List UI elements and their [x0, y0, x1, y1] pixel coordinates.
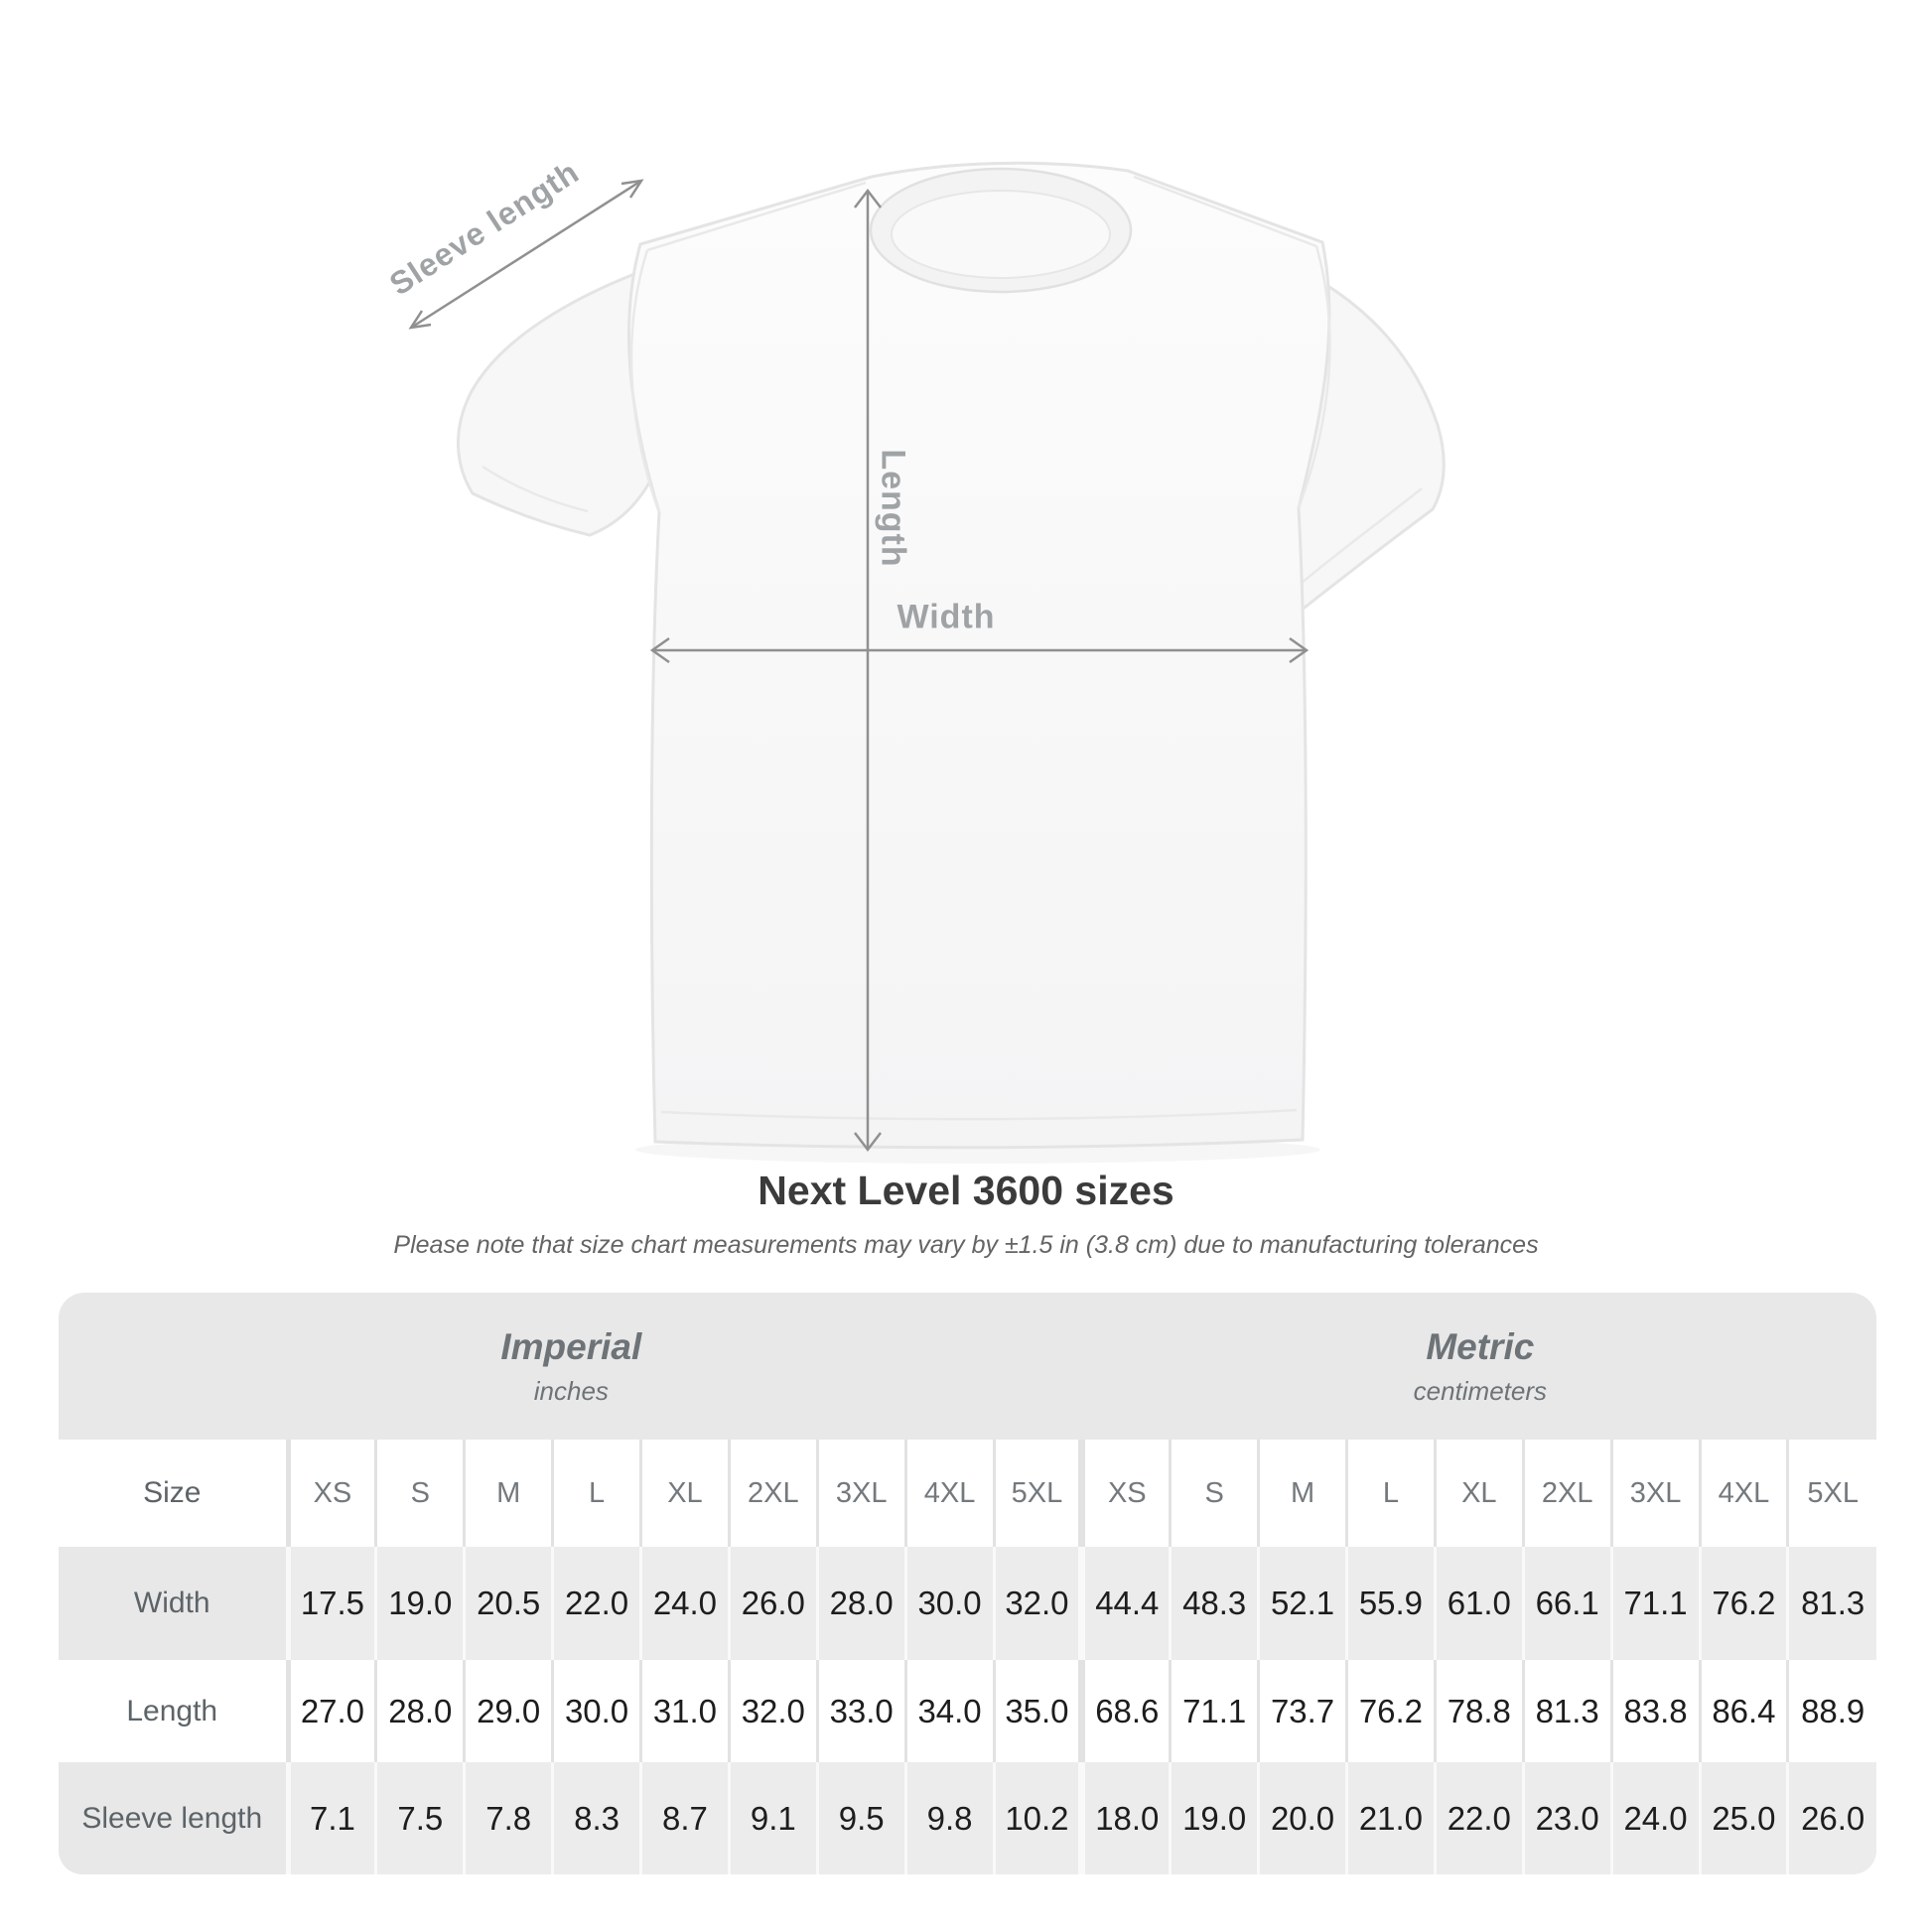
metric-value-cell: 73.7 [1259, 1660, 1347, 1762]
row-label: Sleeve length [59, 1762, 288, 1874]
imperial-value-cell: 7.5 [376, 1762, 465, 1874]
metric-value-cell: 71.1 [1171, 1660, 1259, 1762]
imperial-unit: inches [533, 1375, 609, 1406]
imperial-value-cell: 35.0 [994, 1660, 1082, 1762]
imperial-value-cell: 27.0 [288, 1660, 376, 1762]
imperial-size-col-header: L [553, 1440, 641, 1547]
metric-value-cell: 20.0 [1259, 1762, 1347, 1874]
imperial-value-cell: 32.0 [994, 1547, 1082, 1660]
metric-value-cell: 18.0 [1082, 1762, 1171, 1874]
metric-size-col-header: 2XL [1523, 1440, 1611, 1547]
metric-value-cell: 81.3 [1788, 1547, 1876, 1660]
metric-value-cell: 81.3 [1523, 1660, 1611, 1762]
metric-value-cell: 83.8 [1611, 1660, 1700, 1762]
sleeve-length-label: Sleeve length [382, 153, 586, 303]
row-label: Length [126, 1694, 218, 1727]
metric-unit: centimeters [1413, 1375, 1548, 1406]
imperial-section-header [59, 1293, 1084, 1440]
size-chart-panel [59, 1293, 1876, 1874]
metric-title: Metric [1426, 1325, 1535, 1367]
imperial-value-cell: 9.1 [729, 1762, 817, 1874]
imperial-size-col-header: 2XL [729, 1440, 817, 1547]
metric-value-cell: 25.0 [1700, 1762, 1788, 1874]
metric-value-cell: 21.0 [1347, 1762, 1436, 1874]
imperial-value-cell: 9.5 [817, 1762, 905, 1874]
imperial-size-col-header: 3XL [817, 1440, 905, 1547]
imperial-size-col-header: XL [641, 1440, 730, 1547]
imperial-value-cell: 33.0 [817, 1660, 905, 1762]
width-label: Width [897, 598, 996, 636]
metric-size-col-header: XS [1082, 1440, 1171, 1547]
page-title: Next Level 3600 sizes [758, 1168, 1174, 1213]
imperial-size-col-header: 5XL [994, 1440, 1082, 1547]
imperial-value-cell: 10.2 [994, 1762, 1082, 1874]
metric-value-cell: 22.0 [1435, 1762, 1523, 1874]
metric-value-cell: 44.4 [1082, 1547, 1171, 1660]
metric-value-cell: 61.0 [1435, 1547, 1523, 1660]
imperial-value-cell: 8.3 [553, 1762, 641, 1874]
imperial-value-cell: 9.8 [905, 1762, 994, 1874]
imperial-value-cell: 19.0 [376, 1547, 465, 1660]
collar-inner [892, 191, 1110, 278]
imperial-value-cell: 26.0 [729, 1547, 817, 1660]
metric-size-col-header: XL [1435, 1440, 1523, 1547]
imperial-size-col-header: S [376, 1440, 465, 1547]
metric-value-cell: 76.2 [1347, 1660, 1436, 1762]
metric-size-col-header: 5XL [1788, 1440, 1876, 1547]
metric-size-col-header: 3XL [1611, 1440, 1700, 1547]
imperial-value-cell: 28.0 [376, 1660, 465, 1762]
metric-value-cell: 55.9 [1347, 1547, 1436, 1660]
metric-value-cell: 86.4 [1700, 1660, 1788, 1762]
metric-value-cell: 23.0 [1523, 1762, 1611, 1874]
metric-value-cell: 26.0 [1788, 1762, 1876, 1874]
metric-value-cell: 19.0 [1171, 1762, 1259, 1874]
metric-value-cell: 71.1 [1611, 1547, 1700, 1660]
imperial-value-cell: 29.0 [465, 1660, 553, 1762]
metric-size-col-header: S [1171, 1440, 1259, 1547]
units-header-band [59, 1293, 1876, 1440]
imperial-value-cell: 30.0 [553, 1660, 641, 1762]
metric-value-cell: 66.1 [1523, 1547, 1611, 1660]
size-table [59, 1440, 1876, 1874]
metric-section-header [1084, 1293, 1876, 1440]
imperial-value-cell: 28.0 [817, 1547, 905, 1660]
imperial-value-cell: 34.0 [905, 1660, 994, 1762]
imperial-value-cell: 24.0 [641, 1547, 730, 1660]
metric-value-cell: 88.9 [1788, 1660, 1876, 1762]
imperial-size-col-header: 4XL [905, 1440, 994, 1547]
imperial-size-col-header: M [465, 1440, 553, 1547]
imperial-title: Imperial [500, 1325, 642, 1367]
metric-value-cell: 48.3 [1171, 1547, 1259, 1660]
imperial-value-cell: 22.0 [553, 1547, 641, 1660]
shirt-body [628, 163, 1329, 1147]
imperial-value-cell: 20.5 [465, 1547, 553, 1660]
metric-size-col-header: 4XL [1700, 1440, 1788, 1547]
metric-value-cell: 68.6 [1082, 1660, 1171, 1762]
imperial-value-cell: 32.0 [729, 1660, 817, 1762]
metric-value-cell: 52.1 [1259, 1547, 1347, 1660]
imperial-value-cell: 30.0 [905, 1547, 994, 1660]
row-label: Width [59, 1547, 288, 1660]
imperial-value-cell: 7.8 [465, 1762, 553, 1874]
imperial-value-cell: 7.1 [288, 1762, 376, 1874]
metric-value-cell: 24.0 [1611, 1762, 1700, 1874]
metric-value-cell: 76.2 [1700, 1547, 1788, 1660]
imperial-value-cell: 17.5 [288, 1547, 376, 1660]
metric-size-col-header: L [1347, 1440, 1436, 1547]
tolerance-note: Please note that size chart measurements may vary by ±1.5 in (3.8 cm) due to manufacturing tolerances [393, 1231, 1539, 1259]
size-row-label: Size [143, 1476, 202, 1509]
imperial-value-cell: 8.7 [641, 1762, 730, 1874]
metric-size-col-header: M [1259, 1440, 1347, 1547]
imperial-value-cell: 31.0 [641, 1660, 730, 1762]
length-label: Length [874, 449, 912, 568]
metric-value-cell: 78.8 [1435, 1660, 1523, 1762]
imperial-size-col-header: XS [288, 1440, 376, 1547]
